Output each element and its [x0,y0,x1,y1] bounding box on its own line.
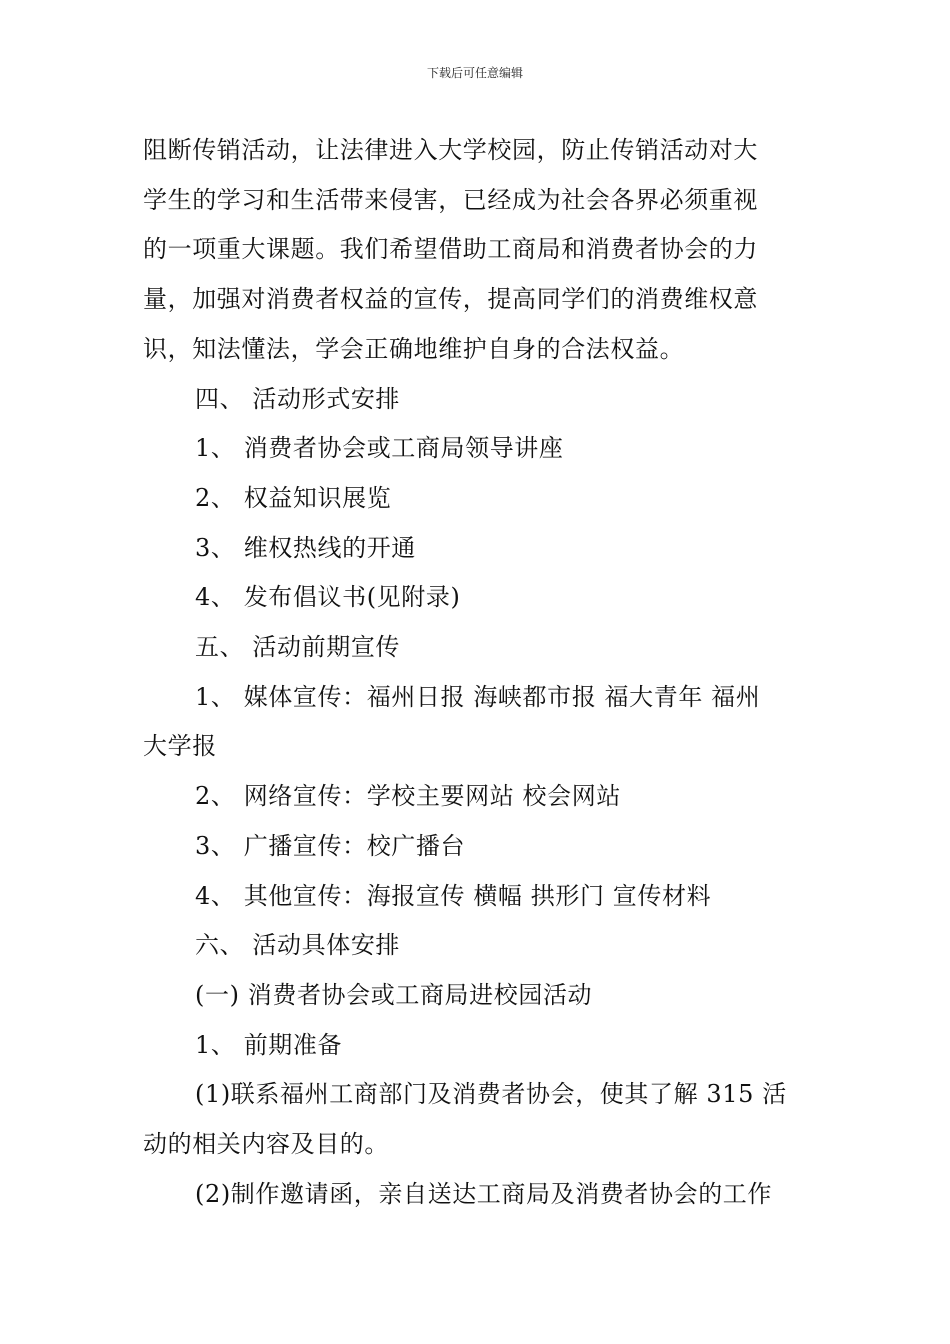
document-body [143,126,809,1219]
list-item-media [143,673,809,772]
section-heading-promotion: 五、 活动前期宣传 [195,633,401,662]
paragraph-line: 学生的学习和生活带来侵害，已经成为社会各界必须重视 [143,185,758,214]
paragraph-line: 的一项重大课题。我们希望借助工商局和消费者协会的力 [143,235,758,264]
list-item: 2、 权益知识展览 [195,483,392,512]
list-item-contact [143,1070,809,1169]
list-item: 4、 发布倡议书(见附录) [195,583,461,612]
paragraph-line: 动的相关内容及目的。 [143,1130,389,1159]
list-item: 3、 维权热线的开通 [195,533,416,562]
subsection-heading: (一) 消费者协会或工商局进校园活动 [195,980,593,1009]
list-item: 1、 前期准备 [195,1030,343,1059]
paragraph-line: 大学报 [143,732,217,761]
section-heading-activity-format: 四、 活动形式安排 [195,384,401,413]
list-item: 3、 广播宣传：校广播台 [195,831,466,860]
page-header: 下载后可任意编辑 [426,66,523,80]
list-item: 4、 其他宣传：海报宣传 横幅 拱形门 宣传材料 [195,881,712,910]
paragraph-line: 阻断传销活动，让法律进入大学校园，防止传销活动对大 [143,136,758,164]
paragraph-line: 量，加强对消费者权益的宣传，提高同学们的消费维权意 [143,285,758,314]
paragraph-line: 识，知法懂法，学会正确地维护自身的合法权益。 [143,334,685,363]
paragraph-background [143,126,809,375]
list-item: 1、 消费者协会或工商局领导讲座 [195,434,564,463]
paragraph-line: (1)联系福州工商部门及消费者协会，使其了解 315 活 [195,1080,787,1109]
paragraph-line: 1、 媒体宣传：福州日报 海峡都市报 福大青年 福州 [195,682,761,711]
section-heading-arrangement: 六、 活动具体安排 [195,931,401,960]
list-item: 2、 网络宣传：学校主要网站 校会网站 [195,782,621,811]
list-item-invitation [143,1170,809,1220]
paragraph-line: (2)制作邀请函，亲自送达工商局及消费者协会的工作 [195,1179,772,1208]
